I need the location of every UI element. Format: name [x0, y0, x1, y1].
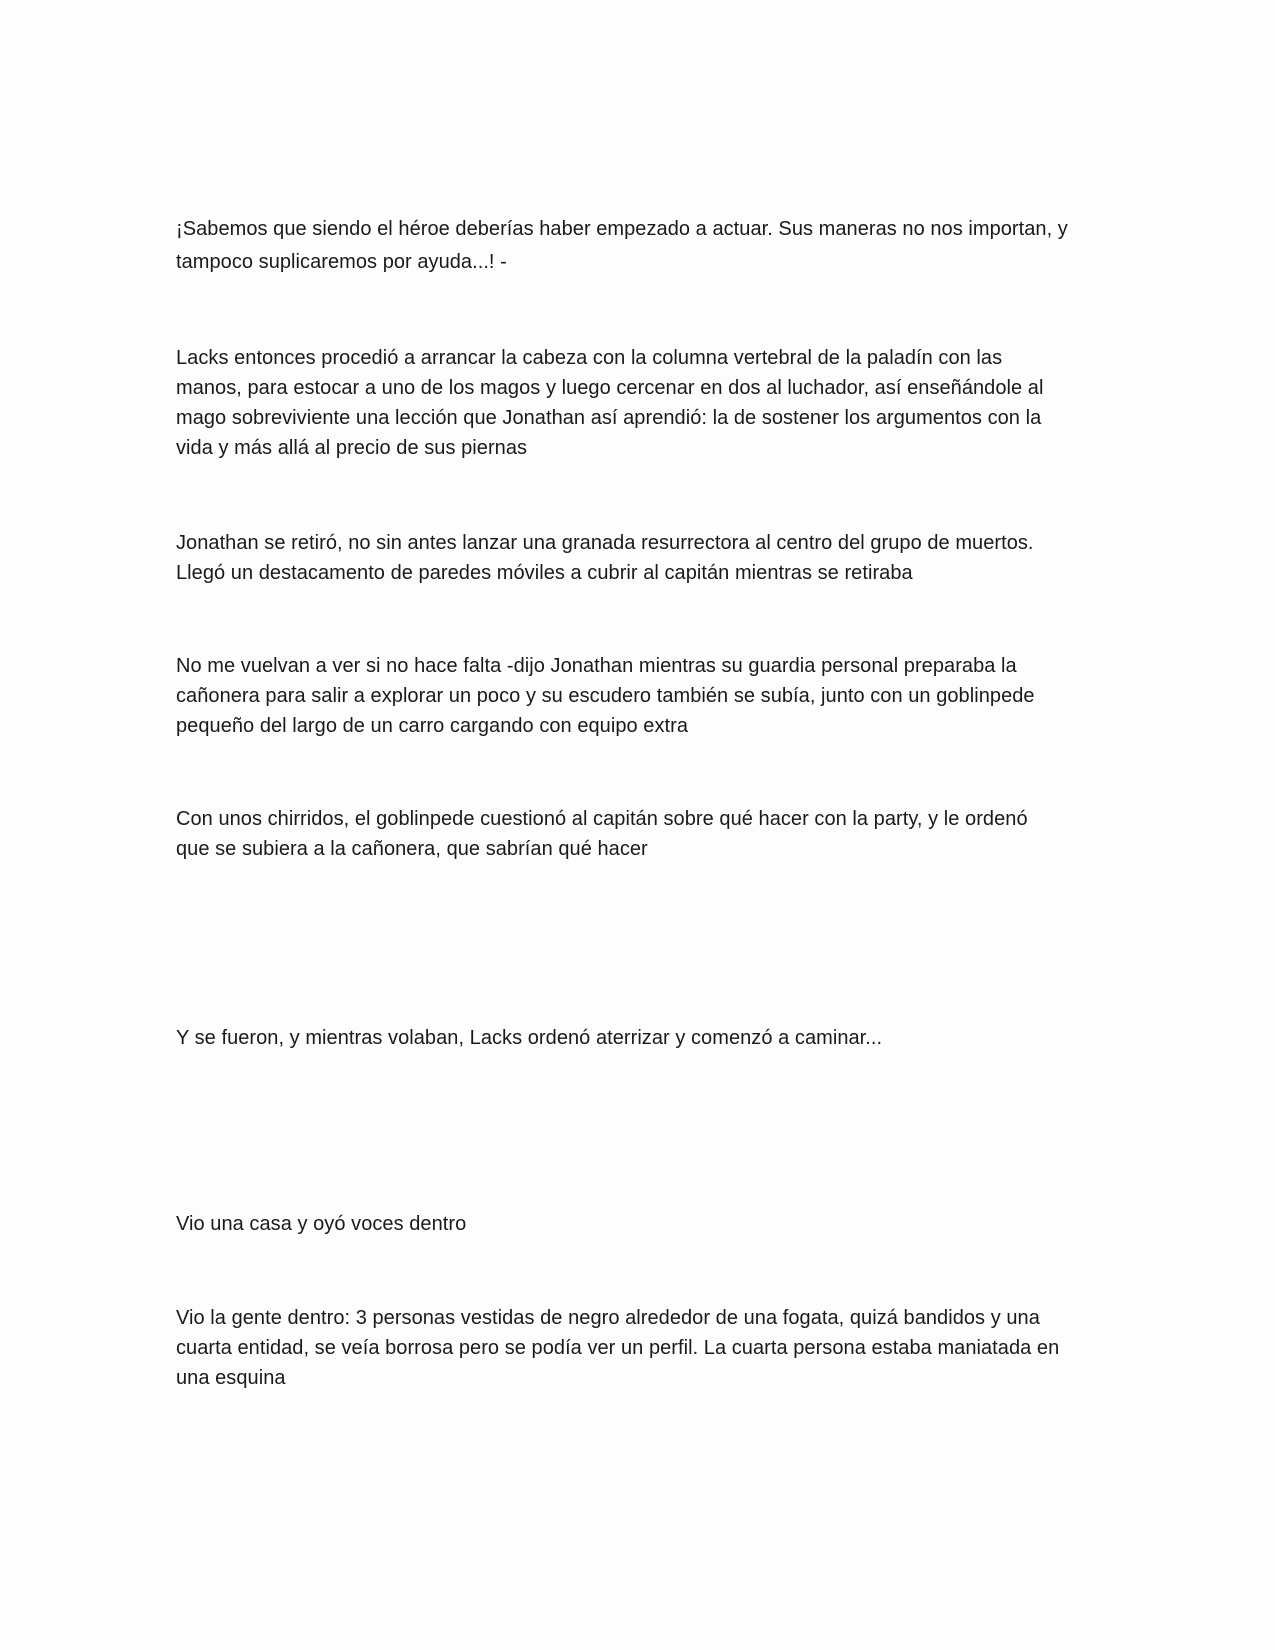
paragraph-line: Lacks entonces procedió a arrancar la cabeza con la columna vertebral de la paladín con las — [176, 347, 1003, 369]
paragraph-line: Con unos chirridos, el goblinpede cuestionó al capitán sobre qué hacer con la party, y le ordenó — [176, 808, 1028, 830]
paragraph-line: Vio la gente dentro: 3 personas vestidas de negro alrededor de una fogata, quizá bandidos y una — [176, 1307, 1040, 1329]
paragraph-4 — [176, 651, 1106, 741]
paragraph-8 — [176, 1303, 1106, 1393]
paragraph-2 — [176, 343, 1106, 463]
paragraph-line: No me vuelvan a ver si no hace falta -dijo Jonathan mientras su guardia personal preparaba la — [176, 655, 1017, 677]
paragraph-3 — [176, 528, 1106, 588]
paragraph-line: tampoco suplicaremos por ayuda...! - — [176, 251, 507, 273]
paragraph-line: mago sobreviviente una lección que Jonathan así aprendió: la de sostener los argumentos con la — [176, 407, 1042, 429]
paragraph-line: manos, para estocar a uno de los magos y luego cercenar en dos al luchador, así enseñándole al — [176, 377, 1044, 399]
paragraph-line: cuarta entidad, se veía borrosa pero se podía ver un perfil. La cuarta persona estaba maniatada en — [176, 1337, 1060, 1359]
paragraph-line: cañonera para salir a explorar un poco y su escudero también se subía, junto con un goblinpede — [176, 685, 1035, 707]
paragraph-line: ¡Sabemos que siendo el héroe deberías haber empezado a actuar. Sus maneras no nos importan, y — [176, 218, 1068, 240]
paragraph-7 — [176, 1209, 1106, 1239]
paragraph-1 — [176, 214, 1106, 277]
paragraph-line: Vio una casa y oyó voces dentro — [176, 1213, 467, 1235]
paragraph-line: que se subiera a la cañonera, que sabrían qué hacer — [176, 838, 648, 860]
paragraph-5 — [176, 804, 1106, 864]
paragraph-line: Jonathan se retiró, no sin antes lanzar una granada resurrectora al centro del grupo de muertos. — [176, 532, 1034, 554]
paragraph-line: Llegó un destacamento de paredes móviles a cubrir al capitán mientras se retiraba — [176, 562, 913, 584]
paragraph-6 — [176, 1023, 1106, 1053]
paragraph-line: vida y más allá al precio de sus piernas — [176, 437, 528, 459]
paragraph-line: Y se fueron, y mientras volaban, Lacks ordenó aterrizar y comenzó a caminar... — [176, 1027, 883, 1049]
paragraph-line: una esquina — [176, 1367, 286, 1389]
paragraph-line: pequeño del largo de un carro cargando con equipo extra — [176, 715, 689, 737]
